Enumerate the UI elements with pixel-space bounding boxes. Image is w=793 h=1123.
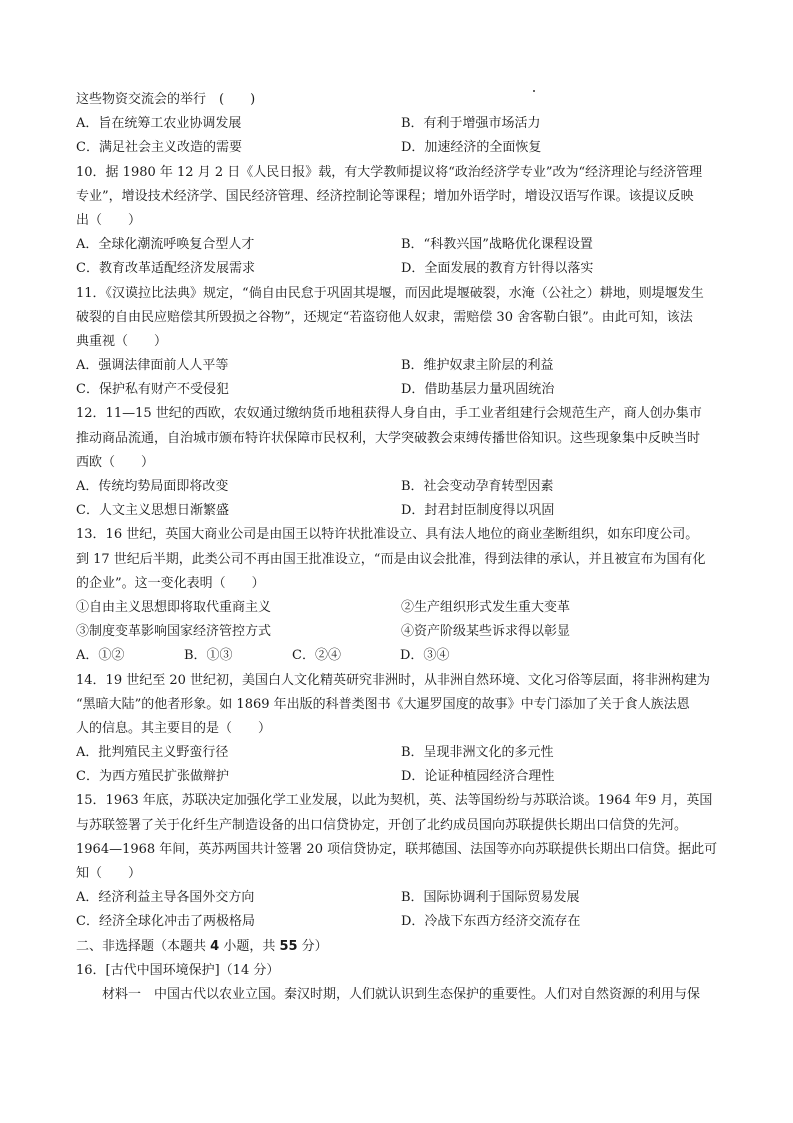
option-c[interactable]: C．人文主义思想日渐繁盛 bbox=[76, 503, 229, 519]
option-c[interactable]: C．为西方殖民扩张做辩护 bbox=[76, 769, 229, 785]
option-a[interactable]: A．①② bbox=[76, 648, 125, 664]
option-d[interactable]: D．论证种植园经济合理性 bbox=[401, 769, 555, 785]
option-b[interactable]: B．“科教兴国”战略优化课程设置 bbox=[401, 237, 593, 253]
question-14-options bbox=[76, 741, 726, 789]
stem-line: 14．19 世纪至 20 世纪初，美国白人文化精英研究非洲时，从非洲自然环境、文化习俗等层面，将非洲构建为 bbox=[76, 672, 711, 688]
option-b[interactable]: B．①③ bbox=[184, 648, 233, 664]
option-c[interactable]: C．②④ bbox=[292, 648, 341, 664]
stem-line: 破裂的自由民应赔偿其所毁损之谷物”，还规定“若盗窃他人奴隶，需赔偿 30 舍客勒白银”。由此可知，该法 bbox=[76, 309, 693, 325]
option-b[interactable]: B．国际协调利于国际贸易发展 bbox=[401, 890, 580, 906]
stem-line: 出（ ） bbox=[76, 212, 142, 228]
option-d[interactable]: D．借助基层力量巩固统治 bbox=[401, 382, 555, 398]
stem-line: 人的信息。其主要目的是（ ） bbox=[76, 720, 272, 736]
stem-line: 12．11—15 世纪的西欧，农奴通过缴纳货币地租获得人身自由，手工业者组建行会规范生产，商人创办集市 bbox=[76, 406, 702, 422]
stem-line: 10．据 1980 年 12 月 2 日《人民日报》载，有大学教师提议将“政治经济学专业”改为“经济理论与经济管理 bbox=[76, 164, 703, 180]
option-a[interactable]: A．全球化潮流呼唤复合型人才 bbox=[76, 237, 255, 253]
stem-line: 推动商品流通，自治城市颁布特许状保障市民权利，大学突破教会束缚传播世俗知识。这些现象集中反映当时 bbox=[76, 430, 701, 446]
option-a[interactable]: A．传统均势局面即将改变 bbox=[76, 479, 229, 494]
question-9-stem bbox=[76, 88, 726, 112]
option-d[interactable]: D．③④ bbox=[400, 648, 450, 664]
question-15-options bbox=[76, 886, 726, 934]
stem-line: 15．1963 年底，苏联决定加强化学工业发展，以此为契机，英、法等国纷纷与苏联洽谈。1964 年9 月，英国 bbox=[76, 793, 713, 809]
section-total-score: 55 bbox=[279, 938, 298, 954]
option-c[interactable]: C．教育改革适配经济发展需求 bbox=[76, 261, 255, 277]
stem-line: 西欧（ ） bbox=[76, 454, 155, 470]
question-9 bbox=[76, 88, 726, 161]
section-2-title bbox=[76, 935, 726, 959]
stem-line: 1964—1968 年间，英苏两国共计签署 20 项信贷协定，联邦德国、法国等亦向苏联提供长期出口信贷。据此可 bbox=[76, 841, 718, 857]
option-a[interactable]: A．批判殖民主义野蛮行径 bbox=[76, 745, 229, 761]
question-16-heading: 16．[古代中国环境保护]（14 分） bbox=[76, 962, 280, 978]
option-c[interactable]: C．经济全球化冲击了两极格局 bbox=[76, 914, 255, 930]
option-b[interactable]: B．社会变动孕育转型因素 bbox=[401, 479, 554, 494]
question-10-stem bbox=[76, 161, 726, 234]
question-12-stem bbox=[76, 402, 726, 475]
option-d[interactable]: D．封君封臣制度得以巩固 bbox=[401, 503, 555, 519]
option-d[interactable]: D．全面发展的教育方针得以落实 bbox=[401, 261, 594, 277]
section-title-mid: 小题，共 bbox=[219, 938, 280, 954]
stem-line: 到 17 世纪后半期，此类公司不再由国王批准设立，“而是由议会批准，得到法律的承认，并且被宣布为国有化 bbox=[76, 551, 706, 567]
option-c[interactable]: C．满足社会主义改造的需要 bbox=[76, 140, 242, 156]
question-10 bbox=[76, 161, 726, 282]
material-1: 材料一 中国古代以农业立国。秦汉时期，人们就认识到生态保护的重要性。人们对自然资源的利用与保 bbox=[102, 986, 701, 1002]
stem-line: 的企业”。这一变化表明（ ） bbox=[76, 575, 265, 591]
question-15 bbox=[76, 789, 726, 934]
stem-line: 11．《汉谟拉比法典》规定，“倘自由民怠于巩固其堤堰，而因此堤堰破裂，水淹（公社之）耕地，则堤堰发生 bbox=[76, 285, 704, 301]
question-11-stem bbox=[76, 282, 726, 355]
question-14-stem bbox=[76, 669, 726, 742]
stem-line: 典重视（ ） bbox=[76, 333, 168, 349]
stem-line: 专业”，增设技术经济学、国民经济管理、经济控制论等课程；增加外语学时，增设汉语写作课。该提议反映 bbox=[76, 188, 694, 204]
question-13-stem bbox=[76, 523, 726, 596]
stem-line: “黑暗大陆”的他者形象。如 1869 年出版的科普类图书《大暹罗国度的故事》中专门添加了关于食人族法恩 bbox=[76, 696, 690, 712]
question-10-options bbox=[76, 233, 726, 281]
question-15-stem bbox=[76, 789, 726, 886]
option-b[interactable]: B．维护奴隶主阶层的利益 bbox=[401, 358, 554, 374]
question-12 bbox=[76, 402, 726, 523]
option-b[interactable]: B．有利于增强市场活力 bbox=[401, 116, 541, 132]
question-13 bbox=[76, 523, 726, 668]
section-question-count: 4 bbox=[210, 938, 220, 954]
exam-page bbox=[76, 88, 726, 1007]
statement-4: ④资产阶级某些诉求得以彰显 bbox=[401, 624, 571, 640]
section-title-pre: 二、非选择题（本题共 bbox=[76, 938, 211, 954]
question-12-options bbox=[76, 475, 726, 523]
question-16 bbox=[76, 959, 726, 1007]
section-title-post: 分） bbox=[297, 938, 328, 954]
stem-line: 与苏联签署了关于化纤生产制造设备的出口信贷协定，开创了北约成员国向苏联提供长期出口信贷的先河。 bbox=[76, 817, 688, 833]
question-9-options bbox=[76, 112, 726, 160]
option-d[interactable]: D．冷战下东西方经济交流存在 bbox=[401, 914, 581, 930]
statement-2: ②生产组织形式发生重大变革 bbox=[401, 599, 571, 615]
option-c[interactable]: C．保护私有财产不受侵犯 bbox=[76, 382, 229, 398]
question-11 bbox=[76, 282, 726, 403]
option-a[interactable]: A．强调法律面前人人平等 bbox=[76, 358, 229, 374]
option-d[interactable]: D．加速经济的全面恢复 bbox=[401, 140, 542, 156]
statement-1: ①自由主义思想即将取代重商主义 bbox=[76, 599, 272, 615]
question-14 bbox=[76, 669, 726, 790]
stem-line: 这些物资交流会的举行 ( ) bbox=[76, 92, 256, 107]
stem-line: 13．16 世纪，英国大商业公司是由国王以特许状批准设立、具有法人地位的商业垄断组织，如东印度公司。 bbox=[76, 527, 699, 543]
option-a[interactable]: A．旨在统筹工农业协调发展 bbox=[76, 116, 242, 132]
stem-line: 知（ ） bbox=[76, 866, 142, 881]
statement-3: ③制度变革影响国家经济管控方式 bbox=[76, 624, 272, 640]
option-a[interactable]: A．经济利益主导各国外交方向 bbox=[76, 890, 255, 906]
question-11-options bbox=[76, 354, 726, 402]
question-13-statements bbox=[76, 596, 726, 644]
question-13-options bbox=[76, 644, 726, 668]
option-b[interactable]: B．呈现非洲文化的多元性 bbox=[401, 745, 554, 761]
